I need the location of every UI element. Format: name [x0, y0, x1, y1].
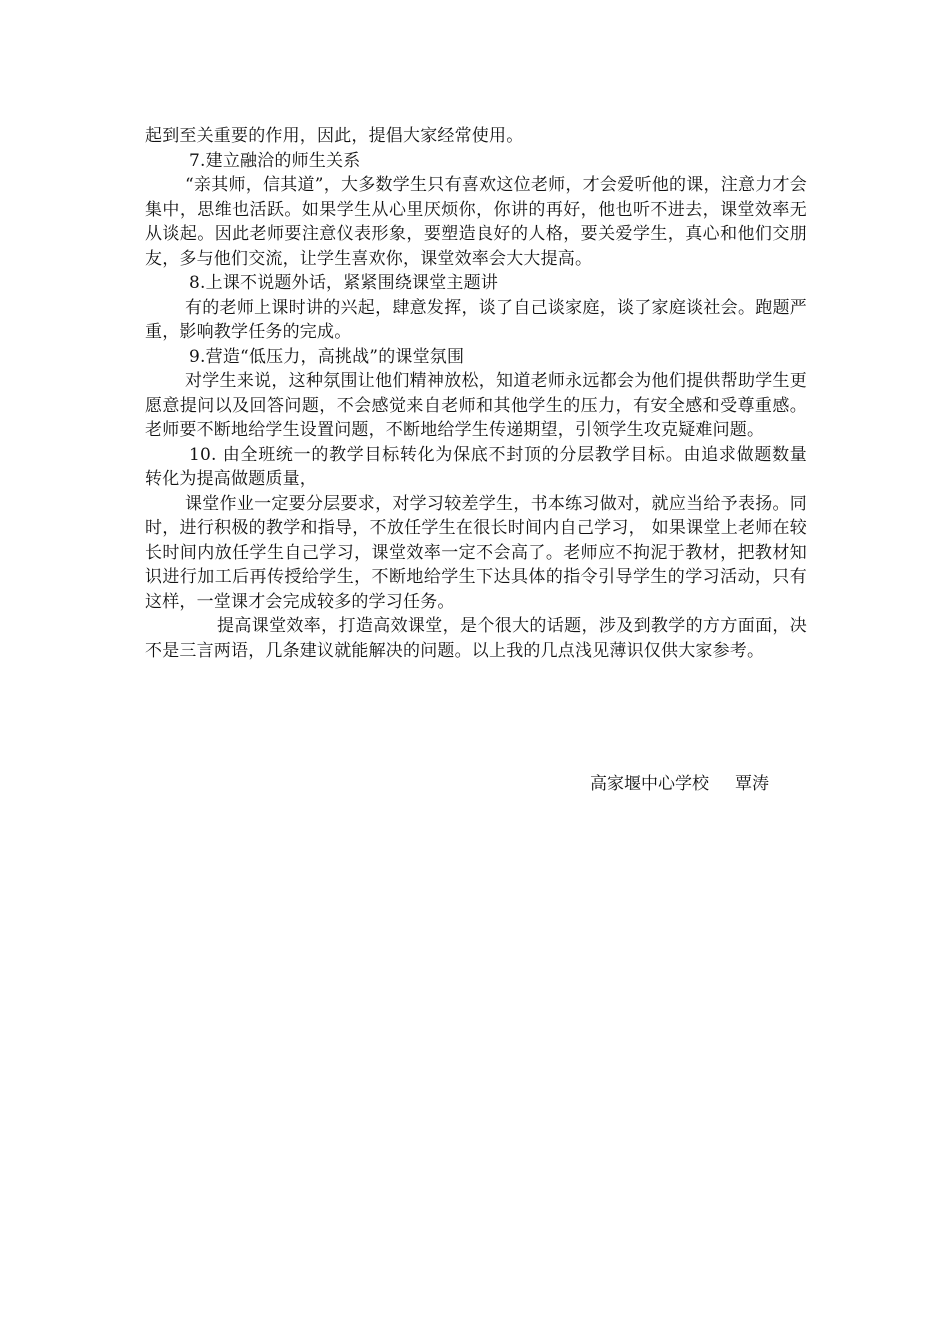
signature-school: 高家堰中心学校 [590, 774, 709, 794]
paragraph-continuation: 起到至关重要的作用，因此，提倡大家经常使用。 [145, 126, 524, 146]
signature-line [590, 772, 769, 796]
paragraph-stay-on-topic: 有的老师上课时讲的兴起，肆意发挥，谈了自己谈家庭，谈了家庭谈社会。跑题严重，影响教学任务的完成。 [145, 297, 807, 342]
paragraph-classroom-atmosphere: 对学生来说，这种氛围让他们精神放松，知道老师永远都会为他们提供帮助学生更愿意提问以及回答问题，不会感觉来自老师和其他学生的压力，有安全感和受尊重感。老师要不断地给学生设置问题，不断地给学生传递期望，引领学生攻克疑难问题。 [145, 371, 807, 440]
document-body [145, 124, 807, 663]
section-heading-9: 9.营造“低压力，高挑战”的课堂氛围 [189, 346, 465, 367]
signature-author: 覃涛 [735, 774, 769, 794]
paragraph-layered-assignments: 课堂作业一定要分层要求，对学习较差学生，书本练习做对，就应当给予表扬。同时，进行积极的教学和指导，不放任学生在很长时间内自己学习， 如果课堂上老师在较长时间内放任学生自己学习，课堂效率一定不会高了。老师应不拘泥于教材，把教材知识进行加工后再传授给学生，不断地给学生下达具体的指令引导学生的学习活动，只有这样，一堂课才会完成较多的学习任务。 [145, 493, 807, 612]
paragraph-teacher-student-relationship: “亲其师，信其道”，大多数学生只有喜欢这位老师，才会爱听他的课，注意力才会集中，思维也活跃。如果学生从心里厌烦你，你讲的再好，他也听不进去，课堂效率无从谈起。因此老师要注意仪表形象，要塑造良好的人格，要关爱学生，真心和他们交朋友，多与他们交流，让学生喜欢你，课堂效率会大大提高。 [145, 175, 807, 269]
section-heading-8: 8.上课不说题外话，紧紧围绕课堂主题讲 [189, 273, 499, 293]
paragraph-conclusion: 提高课堂效率，打造高效课堂，是个很大的话题，涉及到教学的方方面面，决不是三言两语，几条建议就能解决的问题。以上我的几点浅见薄识仅供大家参考。 [145, 616, 807, 661]
section-heading-7: 7.建立融洽的师生关系 [189, 150, 361, 171]
section-heading-10: 10. 由全班统一的教学目标转化为保底不封顶的分层教学目标。由追求做题数量转化为提高做题质量， [145, 444, 807, 489]
